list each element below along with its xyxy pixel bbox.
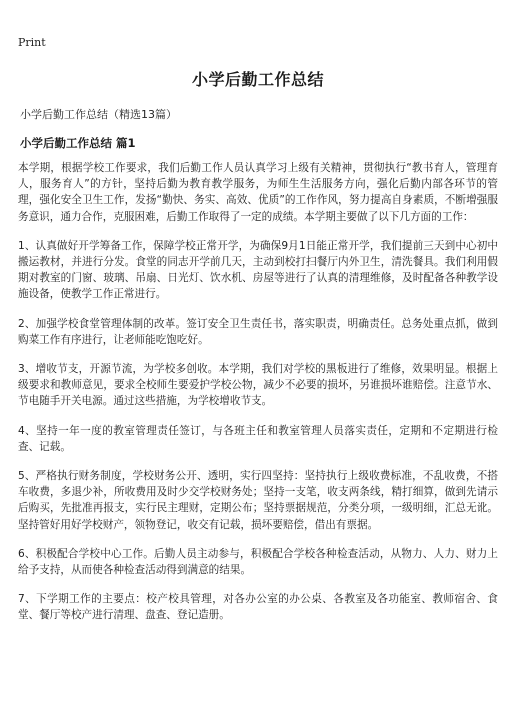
paragraph-item-7: 7、下学期工作的主要点：校产校具管理，对各办公室的办公桌、各教室及各功能室、教师宿舍、食堂、餐厅等校产进行清理、盘查、登记造册。	[18, 593, 498, 622]
paragraph-item-6: 6、积极配合学校中心工作。后勤人员主动参与，积极配合学校各种检查活动，从物力、人力、财力上给予支持，从而使各种检查活动得到满意的结果。	[18, 547, 498, 577]
paragraph-item-4: 4、坚持一年一度的教室管理责任签订，与各班主任和教室管理人员落实责任，定期和不定期进行检查、记载。	[18, 424, 498, 453]
paragraph-item-3: 3、增收节支，开源节流，为学校多创收。本学期，我们对学校的黑板进行了维修，效果明显。根据上级要求和教师意见，要求全校师生要爱护学校公物，减少不必要的损坏，另谁损坏谁赔偿。注意节水、节电随手开关电源。通过这些措施，为学校增收节支。	[18, 363, 498, 408]
document-subtitle: 小学后勤工作总结（精选13篇）	[20, 108, 177, 121]
paragraph-item-2: 2、加强学校食堂管理体制的改革。签订安全卫生责任书，落实职责，明确责任。总务处重点抓，做到购菜工作有序进行，让老师能吃饱吃好。	[18, 317, 498, 346]
document-title: 小学后勤工作总结	[191, 70, 324, 89]
paragraph-intro: 本学期，根据学校工作要求，我们后勤工作人员认真学习上级有关精神，贯彻执行“教书育人，管理育人，服务育人”的方针，坚持后勤为教育教学服务，为师生生活服务方向，强化后勤内部各环节的管理，强化安全卫生工作，发扬“勤快、务实、高效、优质”的工作作风，努力提高自身素质，不断增强服务意识，通力合作，克服困难，后勤工作取得了一定的成绩。本学期主要做了以下几方面的工作：	[18, 162, 498, 223]
paragraph-item-1: 1、认真做好开学筹备工作，保障学校正常开学，为确保9月1日能正常开学，我们提前三天到中心初中搬运教材，并进行分发。食堂的同志开学前几天，主动到校打扫餐厅内外卫生，清洗餐具。我们利用假期对教室的门窗、玻璃、吊扇、日光灯、饮水机、房屋等进行了认真的清理维修，及时配备各种教学设施设备，使教学工作正常进行。	[18, 239, 498, 301]
section-heading: 小学后勤工作总结 篇1	[20, 136, 136, 150]
paragraph-item-5: 5、严格执行财务制度，学校财务公开、透明，实行四坚持：坚持执行上级收费标准，不乱收费，不搭车收费，多退少补，所收费用及时少交学校财务处；坚持一支笔，收支两条线，精打细算，做到先请示后购买，先批准再报支，实行民主理财，定期公布；坚持票据规范，分类分项，一级明细，汇总无讹。坚持管好用好学校财产，领物登记，收交有记载，损坏要赔偿，借出有票据。	[18, 470, 498, 531]
print-label: Print	[18, 36, 46, 49]
